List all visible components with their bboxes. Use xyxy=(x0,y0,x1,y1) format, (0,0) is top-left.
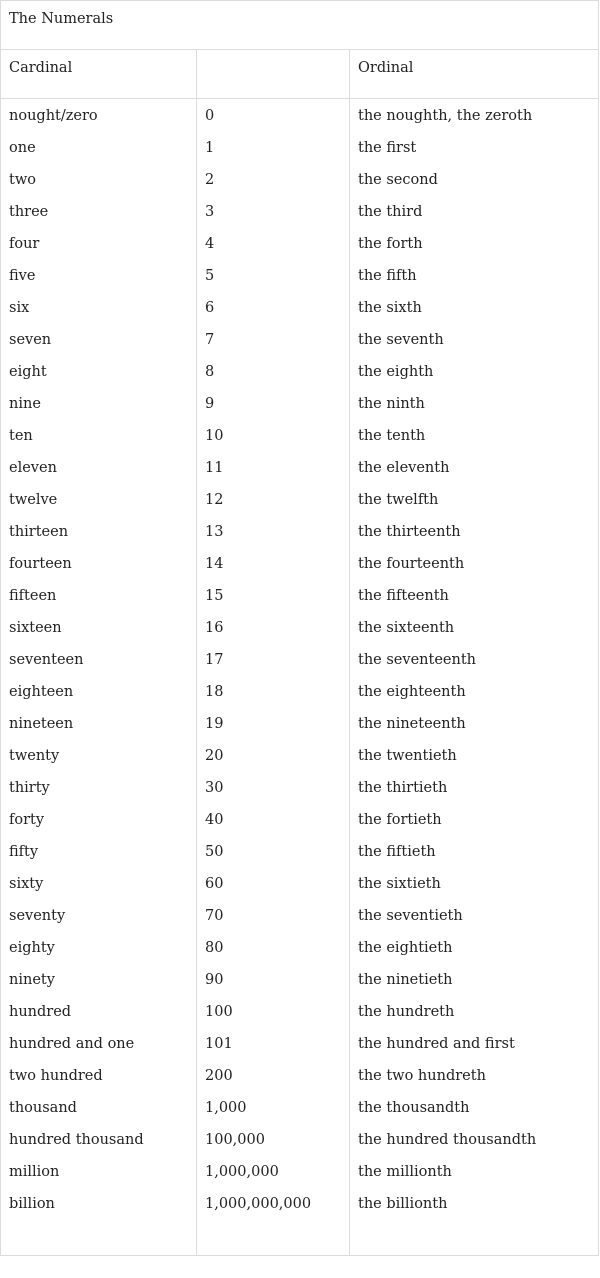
cell-ordinal: the two hundreth xyxy=(358,1068,486,1084)
cell-numeral: 4 xyxy=(205,236,215,252)
table-row xyxy=(1,1155,599,1187)
cell-cardinal: nineteen xyxy=(9,716,74,732)
table-row xyxy=(1,771,599,803)
cell-ordinal: the seventeenth xyxy=(358,652,476,668)
table-row xyxy=(1,963,599,995)
cell-cardinal: forty xyxy=(9,812,45,828)
cell-numeral: 13 xyxy=(205,524,224,540)
cell-cardinal: ten xyxy=(9,428,33,444)
cell-cardinal: nine xyxy=(9,396,41,412)
cell-cardinal: four xyxy=(9,236,40,252)
cell-numeral: 19 xyxy=(205,716,224,732)
cell-cardinal: eleven xyxy=(9,460,57,476)
cell-cardinal: sixty xyxy=(9,876,44,892)
cell-cardinal: million xyxy=(9,1164,60,1180)
cell-cardinal: seventeen xyxy=(9,652,84,668)
cell-numeral: 80 xyxy=(205,940,224,956)
cell-numeral: 14 xyxy=(205,556,224,572)
cell-cardinal: two hundred xyxy=(9,1068,103,1084)
cell-numeral: 18 xyxy=(205,684,224,700)
cell-numeral: 200 xyxy=(205,1068,233,1084)
cell-ordinal: the eleventh xyxy=(358,460,450,476)
cell-cardinal: one xyxy=(9,140,36,156)
cell-numeral: 90 xyxy=(205,972,224,988)
table-row xyxy=(1,323,599,355)
cell-cardinal: hundred xyxy=(9,1004,72,1020)
cell-ordinal: the nineteenth xyxy=(358,716,466,732)
table-row xyxy=(1,99,599,131)
cell-numeral: 11 xyxy=(205,460,224,476)
cell-cardinal: sixteen xyxy=(9,620,62,636)
cell-ordinal: the first xyxy=(358,140,417,156)
table-row xyxy=(1,835,599,867)
table-row xyxy=(1,931,599,963)
table-row xyxy=(1,675,599,707)
cell-numeral: 8 xyxy=(205,364,215,380)
cell-numeral: 7 xyxy=(205,332,215,348)
cell-ordinal: the fifteenth xyxy=(358,588,449,604)
cell-ordinal: the millionth xyxy=(358,1164,452,1180)
table-header-row xyxy=(1,50,599,99)
cell-cardinal: six xyxy=(9,300,30,316)
cell-ordinal: the billionth xyxy=(358,1196,448,1212)
cell-numeral: 6 xyxy=(205,300,215,316)
cell-ordinal: the twentieth xyxy=(358,748,457,764)
cell-ordinal: the noughth, the zeroth xyxy=(358,108,533,124)
table-row xyxy=(1,195,599,227)
cell-ordinal: the eightieth xyxy=(358,940,453,956)
cell-ordinal: the eighteenth xyxy=(358,684,466,700)
table-row xyxy=(1,515,599,547)
table-row xyxy=(1,995,599,1027)
cell-numeral: 2 xyxy=(205,172,215,188)
cell-cardinal: hundred thousand xyxy=(9,1132,144,1148)
table-row xyxy=(1,1187,599,1219)
cell-cardinal: seven xyxy=(9,332,52,348)
cell-ordinal: the thousandth xyxy=(358,1100,470,1116)
cell-ordinal: the fifth xyxy=(358,268,417,284)
table-row xyxy=(1,899,599,931)
cell-cardinal: eight xyxy=(9,364,47,380)
cell-numeral: 50 xyxy=(205,844,224,860)
cell-cardinal: ninety xyxy=(9,972,55,988)
table-row xyxy=(1,1091,599,1123)
cell-numeral: 16 xyxy=(205,620,224,636)
table-row xyxy=(1,387,599,419)
cell-ordinal: the forth xyxy=(358,236,423,252)
cell-cardinal: billion xyxy=(9,1196,55,1212)
cell-ordinal: the twelfth xyxy=(358,492,439,508)
cell-cardinal: eighty xyxy=(9,940,55,956)
cell-numeral: 100,000 xyxy=(205,1132,265,1148)
table-title: The Numerals xyxy=(9,11,114,27)
cell-numeral: 70 xyxy=(205,908,224,924)
cell-ordinal: the tenth xyxy=(358,428,426,444)
cell-cardinal: five xyxy=(9,268,36,284)
cell-cardinal: fourteen xyxy=(9,556,72,572)
cell-numeral: 1 xyxy=(205,140,215,156)
cell-cardinal: nought/zero xyxy=(9,108,98,124)
table-row xyxy=(1,643,599,675)
cell-ordinal: the fourteenth xyxy=(358,556,465,572)
cell-ordinal: the third xyxy=(358,204,423,220)
cell-numeral: 30 xyxy=(205,780,224,796)
cell-cardinal: fifty xyxy=(9,844,39,860)
table-row xyxy=(1,131,599,163)
cell-cardinal: two xyxy=(9,172,36,188)
cell-numeral: 12 xyxy=(205,492,224,508)
table-body xyxy=(1,99,599,1219)
cell-ordinal: the hundred and first xyxy=(358,1036,515,1052)
cell-ordinal: the second xyxy=(358,172,438,188)
cell-numeral: 60 xyxy=(205,876,224,892)
table-row xyxy=(1,579,599,611)
cell-numeral: 5 xyxy=(205,268,215,284)
cell-ordinal: the ninth xyxy=(358,396,425,412)
cell-numeral: 3 xyxy=(205,204,215,220)
cell-cardinal: thirteen xyxy=(9,524,69,540)
cell-cardinal: three xyxy=(9,204,49,220)
cell-numeral: 15 xyxy=(205,588,224,604)
cell-cardinal: thousand xyxy=(9,1100,77,1116)
table-row xyxy=(1,483,599,515)
header-ordinal: Ordinal xyxy=(358,60,414,76)
cell-cardinal: fifteen xyxy=(9,588,57,604)
cell-ordinal: the sixth xyxy=(358,300,422,316)
cell-cardinal: seventy xyxy=(9,908,66,924)
table-row xyxy=(1,291,599,323)
cell-numeral: 1,000,000 xyxy=(205,1164,279,1180)
cell-ordinal: the eighth xyxy=(358,364,434,380)
table-row xyxy=(1,1027,599,1059)
cell-ordinal: the seventh xyxy=(358,332,444,348)
table-row xyxy=(1,227,599,259)
cell-numeral: 100 xyxy=(205,1004,233,1020)
table-row xyxy=(1,419,599,451)
cell-ordinal: the fortieth xyxy=(358,812,442,828)
cell-cardinal: hundred and one xyxy=(9,1036,135,1052)
cell-numeral: 1,000,000,000 xyxy=(205,1196,312,1212)
cell-cardinal: twelve xyxy=(9,492,58,508)
cell-ordinal: the thirteenth xyxy=(358,524,461,540)
header-cardinal: Cardinal xyxy=(9,60,73,76)
cell-numeral: 0 xyxy=(205,108,215,124)
cell-numeral: 20 xyxy=(205,748,224,764)
cell-numeral: 9 xyxy=(205,396,215,412)
cell-cardinal: twenty xyxy=(9,748,60,764)
cell-ordinal: the thirtieth xyxy=(358,780,448,796)
table-row xyxy=(1,867,599,899)
cell-ordinal: the hundreth xyxy=(358,1004,455,1020)
table-title-row xyxy=(1,1,599,50)
cell-ordinal: the fiftieth xyxy=(358,844,436,860)
table-row xyxy=(1,259,599,291)
cell-ordinal: the ninetieth xyxy=(358,972,453,988)
cell-ordinal: the hundred thousandth xyxy=(358,1132,537,1148)
table-row xyxy=(1,739,599,771)
table-row xyxy=(1,451,599,483)
cell-numeral: 10 xyxy=(205,428,224,444)
table-row xyxy=(1,163,599,195)
cell-ordinal: the seventieth xyxy=(358,908,463,924)
table-row xyxy=(1,803,599,835)
table-row xyxy=(1,547,599,579)
cell-cardinal: thirty xyxy=(9,780,50,796)
cell-ordinal: the sixtieth xyxy=(358,876,441,892)
cell-ordinal: the sixteenth xyxy=(358,620,455,636)
table-row xyxy=(1,1059,599,1091)
table-row xyxy=(1,1123,599,1155)
table-row xyxy=(1,707,599,739)
cell-numeral: 17 xyxy=(205,652,224,668)
cell-numeral: 1,000 xyxy=(205,1100,247,1116)
cell-cardinal: eighteen xyxy=(9,684,74,700)
table-row xyxy=(1,611,599,643)
table-row xyxy=(1,355,599,387)
cell-numeral: 101 xyxy=(205,1036,233,1052)
cell-numeral: 40 xyxy=(205,812,224,828)
